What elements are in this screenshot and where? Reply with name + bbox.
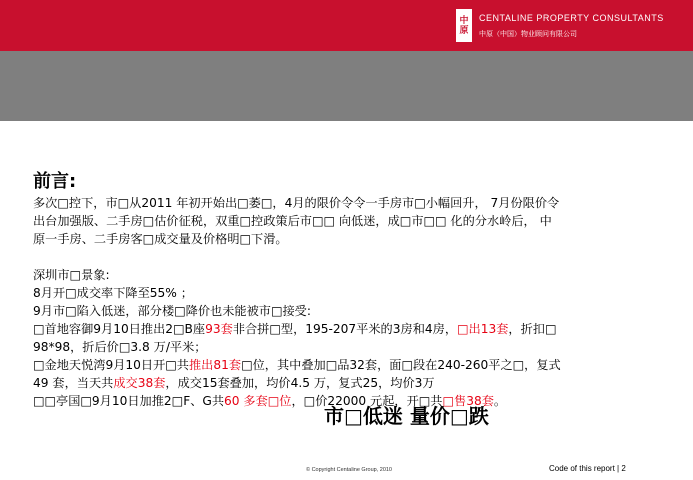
stat-line-1: 8月开□成交率下降至55% ； (33, 286, 193, 300)
project-3-text-e: 。 (493, 394, 507, 408)
report-code-page-number: Code of this report | 2 (549, 464, 626, 473)
intro-line-2: 出台加强版、二手房□估价征税，双重□控政策后市□□ 向低迷，成□市□□ 化的分水岭后， 中 (33, 214, 552, 228)
header-red-band (0, 0, 693, 51)
project-2-line-1 (33, 356, 673, 374)
project-1-highlight-units: 93套 (205, 322, 233, 336)
project-2-highlight-deals: 成交38套 (113, 376, 166, 390)
project-1-text-a: □首地容御9月10日推出2□B座 (33, 322, 206, 336)
project-1-text-e: ，折扣□ (508, 322, 557, 336)
project-2-highlight-launched: 推出81套 (188, 358, 242, 372)
market-title: 深圳市□景象: (33, 268, 110, 282)
logo-char-2: 原 (459, 25, 469, 36)
project-3-text-a: □□亭国□9月10日加推2□F、G共 (33, 394, 225, 408)
company-name-en: CENTALINE PROPERTY CONSULTANTS (479, 13, 664, 23)
project-1-line-1 (33, 320, 673, 338)
spacer (33, 248, 673, 266)
slide-heading: 前言: (33, 171, 77, 192)
project-3-text-c: ，□价22000 元起，开□共 (291, 394, 443, 408)
project-2-text-f: ，成交15套叠加，均价4.5 万，复式25，均价3万 (165, 376, 435, 390)
project-2-text-c: □位，其中叠加□品32套，面□段在240-260平之□，复式 (241, 358, 561, 372)
project-3-highlight-sold: □售38套 (442, 394, 494, 408)
centaline-logo (456, 9, 472, 42)
intro-line-1: 多次□控下，市□从2011 年初开始出□萎□，4月的限价令令一手房市□小幅回升， 7月份限价令 (33, 196, 560, 210)
project-1-text-c: 非合拼□型，195-207平米的3房和4房， (232, 322, 458, 336)
logo-char-1: 中 (459, 15, 469, 26)
company-name-cn: 中原（中国）物业顾问有限公司 (479, 30, 577, 38)
project-3-highlight-units: 60 多套□位 (224, 394, 292, 408)
project-2-line-2 (33, 374, 673, 392)
conclusion-headline: 市□低迷 量价□跌 (324, 404, 489, 428)
project-2-text-d: 49 套，当天共 (33, 376, 114, 390)
project-1-line-2: 98*98，折后价□3.8 万/平米； (33, 340, 207, 354)
stat-line-2: 9月市□陷入低迷，部分楼□降价也未能被市□接受: (33, 304, 311, 318)
intro-line-3: 原一手房、二手房客□成交量及价格明□下滑。 (33, 232, 288, 246)
copyright-notice: © Copyright Centaline Group, 2010 (306, 467, 392, 473)
project-2-text-a: □金地天悦湾9月10日开□共 (33, 358, 189, 372)
slide-body (33, 170, 673, 410)
header-gray-band (0, 51, 693, 121)
project-1-highlight-sold: □出13套 (457, 322, 509, 336)
